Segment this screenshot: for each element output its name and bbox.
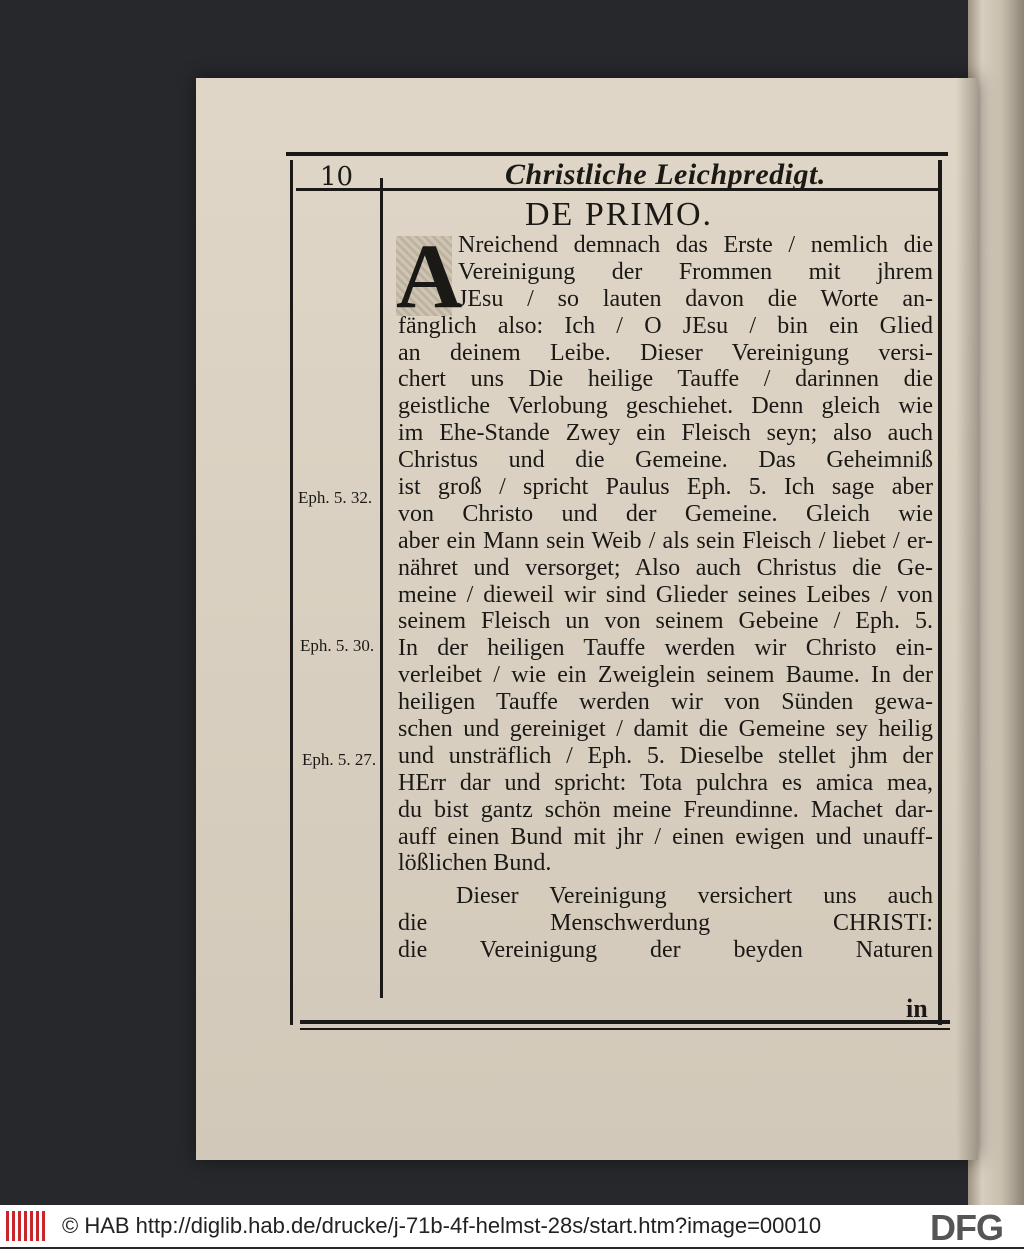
text-line: im Ehe-Stande Zwey ein Fleisch seyn; also auch — [398, 420, 933, 447]
text-line: chert uns Die heilige Tauffe / darinnen die — [398, 366, 933, 393]
text-line: aber ein Mann sein Weib / als sein Fleisch / liebet / er- — [398, 527, 933, 554]
text-line: verleibet / wie ein Zweiglein seinem Baume. In der — [398, 662, 933, 689]
text-line: Dieser Vereinigung versichert uns auch — [456, 883, 933, 910]
text-line: JEsu / so lauten davon die Worte an- — [458, 285, 933, 312]
page-number: 10 — [320, 162, 354, 192]
text-line: heiligen Tauffe werden wir von Sünden gewa- — [398, 689, 933, 716]
text-line: die Menschwerdung CHRISTI: — [398, 910, 933, 937]
text-line: seinem Fleisch un von seinem Gebeine / Eph. 5. — [398, 608, 933, 635]
footer-bar — [0, 1205, 1024, 1247]
column-rule — [380, 178, 383, 998]
gutter-shadow — [956, 78, 978, 1160]
section-title: DE PRIMO. — [525, 196, 714, 233]
text-line: HErr dar und spricht: Tota pulchra es amica mea, — [398, 769, 933, 796]
footer-url[interactable]: © HAB http://diglib.hab.de/drucke/j-71b-4f-helmst-28s/start.htm?image=00010 — [62, 1213, 822, 1238]
dfg-logo[interactable]: DFG — [930, 1207, 1003, 1248]
text-line: an deinem Leibe. Dieser Vereinigung versi- — [398, 339, 933, 366]
top-rule — [286, 152, 948, 156]
text-line: Vereinigung der Frommen mit jhrem — [458, 258, 933, 285]
catchword: in — [906, 994, 928, 1023]
hab-logo-icon[interactable] — [6, 1211, 46, 1241]
margin-note: Eph. 5. 27. — [302, 750, 377, 769]
text-line: und unsträflich / Eph. 5. Dieselbe stellet jhm der — [398, 742, 933, 769]
left-frame-rule — [290, 160, 293, 1025]
text-line: Christus und die Gemeine. Das Geheimniß — [398, 447, 933, 474]
text-line: du bist gantz schön meine Freundinne. Machet dar- — [398, 796, 933, 823]
text-line: lößlichen Bund. — [398, 850, 552, 877]
body-text — [396, 225, 933, 964]
decorated-initial: A — [396, 225, 463, 327]
text-line: Nreichend demnach das Erste / nemlich die — [458, 232, 933, 258]
text-line: geistliche Verlobung geschiehet. Denn gleich wie — [398, 393, 933, 420]
bottom-rule — [300, 1020, 950, 1024]
text-line: nähret und versorget; Also auch Christus die Ge- — [398, 554, 933, 581]
text-line: von Christo und der Gemeine. Gleich wie — [398, 500, 933, 527]
margin-note: Eph. 5. 30. — [300, 636, 375, 655]
text-line: ist groß / spricht Paulus Eph. 5. Ich sage aber — [398, 474, 933, 501]
text-line: fänglich also: Ich / O JEsu / bin ein Glied — [398, 312, 933, 339]
text-line: schen und gereiniget / damit die Gemeine sey heilig — [398, 716, 933, 743]
text-line: auff einen Bund mit jhr / einen ewigen und unauff- — [398, 823, 933, 850]
margin-note: Eph. 5. 32. — [298, 488, 373, 507]
running-head: Christliche Leichpredigt. — [505, 158, 826, 191]
text-line: die Vereinigung der beyden Naturen — [398, 937, 933, 964]
bottom-rule-thin — [300, 1028, 950, 1030]
text-line: meine / dieweil wir sind Glieder seines Leibes / von — [398, 581, 933, 608]
text-line: In der heiligen Tauffe werden wir Christo ein- — [398, 635, 933, 662]
right-frame-rule — [938, 160, 942, 1025]
